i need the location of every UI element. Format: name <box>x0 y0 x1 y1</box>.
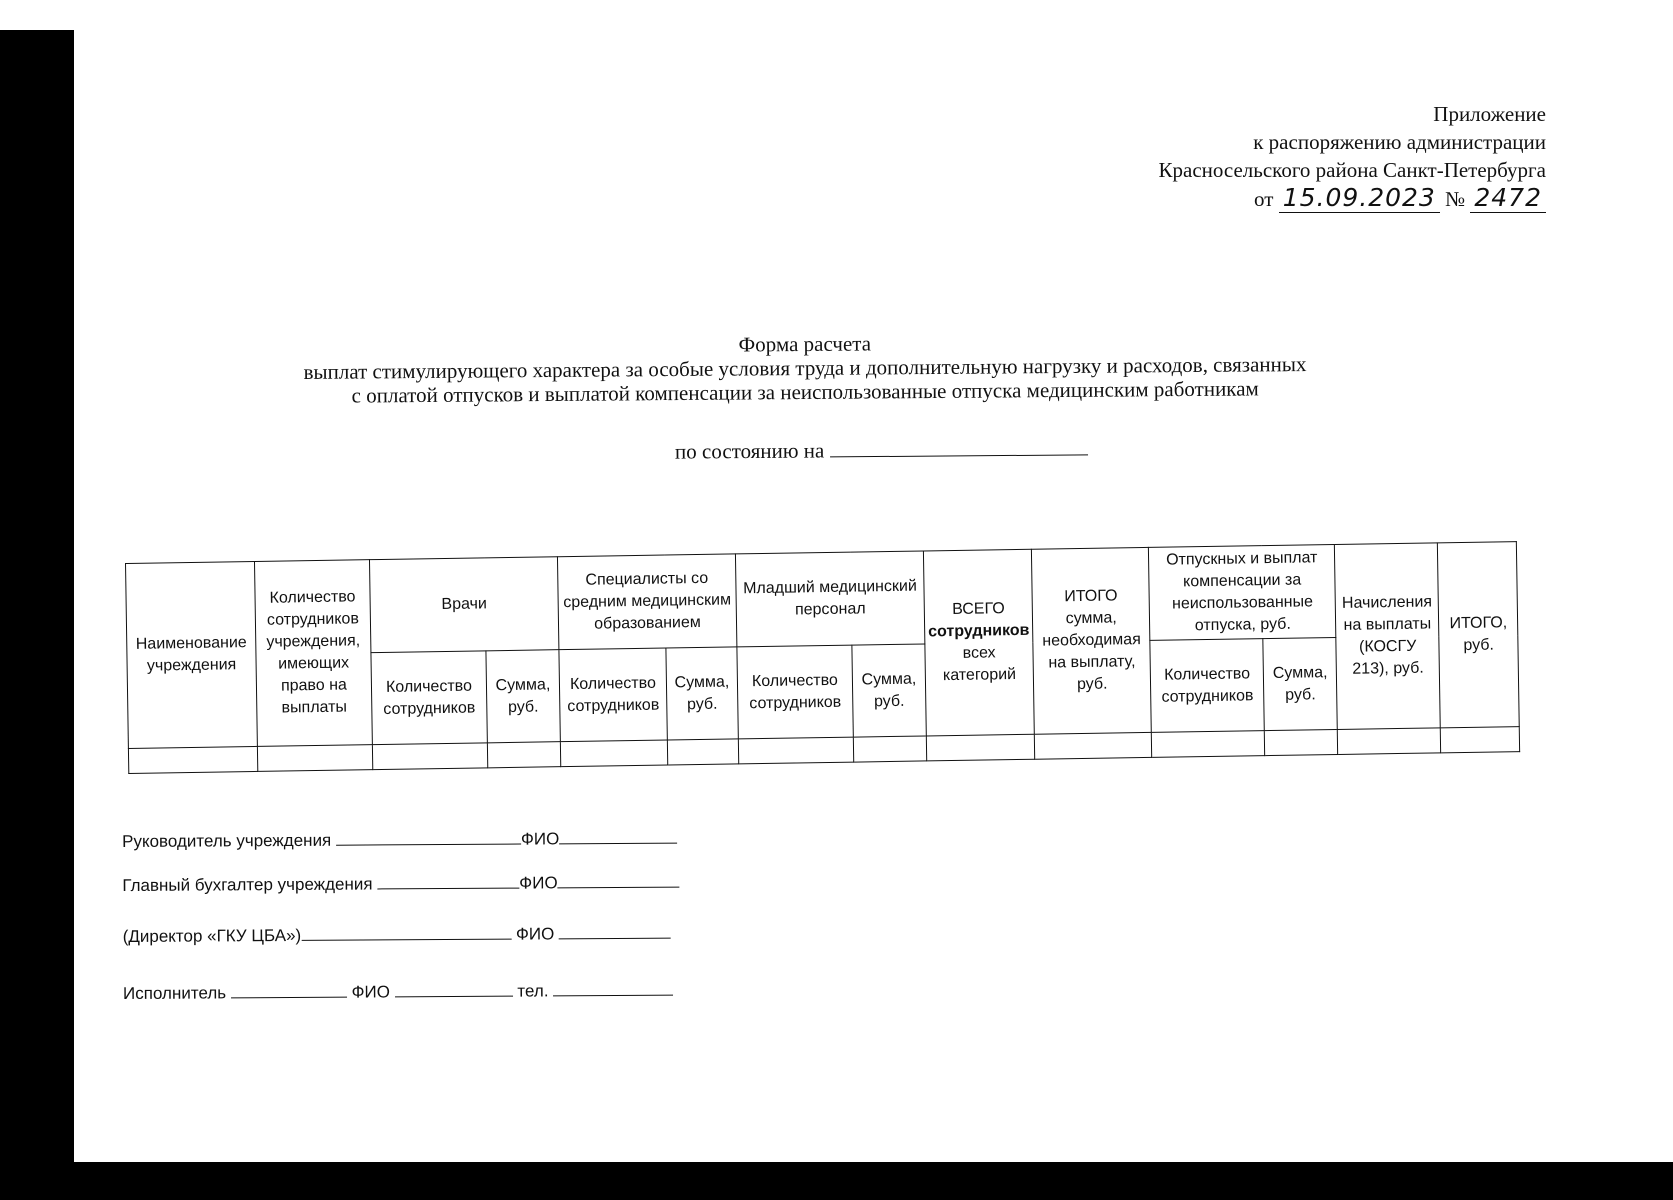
executor-fio-blank[interactable] <box>395 978 513 998</box>
header-itogo-sum <box>1032 547 1152 734</box>
cell-institution[interactable] <box>128 746 257 773</box>
vacation-count-header: Количество сотрудников <box>1150 639 1264 733</box>
executor-signature-blank[interactable] <box>231 979 347 999</box>
cell-doctors-sum[interactable] <box>487 742 560 768</box>
as-of-label: по состоянию на <box>674 438 825 464</box>
signature-head <box>122 825 677 852</box>
total-staff-word-3: всех категорий <box>942 644 1017 685</box>
scan-border-left <box>0 30 74 1200</box>
doctors-count-header: Количество сотрудников <box>371 651 487 745</box>
calc-table <box>125 541 1520 774</box>
cell-itogo[interactable] <box>1440 727 1519 753</box>
director-fio-label: ФИО <box>515 924 555 944</box>
appendix-line-1: Приложение <box>1433 102 1546 126</box>
cell-doctors-count[interactable] <box>372 743 487 770</box>
scan-margin-top <box>0 0 74 30</box>
junior-count-header: Количество сотрудников <box>737 645 853 739</box>
head-fio-blank[interactable] <box>559 825 677 845</box>
total-staff-word-1: ВСЕГО <box>952 600 1005 619</box>
appendix-line-2: к распоряжению администрации <box>1253 130 1546 154</box>
date-handwritten: 15.09.2023 <box>1279 183 1440 213</box>
title-line-3: с оплатой отпусков и выплатой компенсации за неиспользованные отпуска медицинским работникам <box>351 376 1259 408</box>
number-handwritten: 2472 <box>1470 183 1546 213</box>
accountant-label: Главный бухгалтер учреждения <box>122 874 373 895</box>
header-charges: Начисления на выплаты (КОСГУ 213), руб. <box>1335 543 1441 730</box>
executor-label: Исполнитель <box>122 983 227 1003</box>
number-prefix: № <box>1445 187 1466 211</box>
vacation-sum-header: Сумма, руб. <box>1263 637 1337 730</box>
header-staff-count: Количество сотрудников учреждения, имеющих право на выплаты <box>254 560 372 747</box>
accountant-signature-blank[interactable] <box>377 870 519 890</box>
title-line-1: Форма расчета <box>738 331 872 357</box>
as-of-blank[interactable] <box>829 436 1087 457</box>
date-prefix: от <box>1254 187 1274 211</box>
header-mid-specialists: Специалисты со средним медицинским образованием <box>557 554 736 650</box>
itogo-sum-word-2: сумма, необходимая на выплату, руб. <box>1042 609 1141 694</box>
appendix-date-line <box>1254 184 1546 213</box>
head-label: Руководитель учреждения <box>122 830 332 851</box>
cell-staff-count[interactable] <box>257 745 372 772</box>
director-signature-blank[interactable] <box>301 921 511 941</box>
header-itogo: ИТОГО, руб. <box>1438 542 1520 728</box>
junior-sum-header: Сумма, руб. <box>852 644 926 737</box>
executor-tel-blank[interactable] <box>553 977 673 997</box>
cell-vacation-sum[interactable] <box>1265 729 1338 755</box>
header-doctors: Врачи <box>369 557 558 653</box>
signature-accountant <box>122 869 679 896</box>
head-signature-blank[interactable] <box>336 826 521 846</box>
as-of-line <box>675 436 1088 464</box>
cell-junior-count[interactable] <box>738 737 853 764</box>
mid-count-header: Количество сотрудников <box>559 648 667 742</box>
head-fio-label: ФИО <box>520 829 560 849</box>
total-staff-word-2: сотрудников <box>928 621 1030 641</box>
cell-mid-count[interactable] <box>560 740 667 767</box>
header-total-staff <box>923 549 1034 736</box>
doctors-sum-header: Сумма, руб. <box>486 650 560 743</box>
director-label: (Директор «ГКУ ЦБА») <box>122 925 302 946</box>
cell-junior-sum[interactable] <box>853 736 926 762</box>
cell-vacation-count[interactable] <box>1152 731 1265 758</box>
cell-charges[interactable] <box>1337 728 1440 755</box>
header-junior-staff: Младший медицинский персонал <box>735 551 924 647</box>
cell-itogo-sum[interactable] <box>1035 732 1152 759</box>
executor-fio-label: ФИО <box>351 982 390 1002</box>
calc-table-wrap <box>125 541 1520 774</box>
header-institution: Наименование учреждения <box>126 561 258 748</box>
scan-border-bottom <box>74 1162 1673 1200</box>
signature-executor <box>123 977 673 1004</box>
mid-sum-header: Сумма, руб. <box>666 647 738 740</box>
director-fio-blank[interactable] <box>559 920 671 940</box>
signature-director <box>123 920 672 947</box>
itogo-sum-word-1: ИТОГО <box>1064 587 1118 606</box>
executor-tel-label: тел. <box>517 981 549 1001</box>
title-line-2: выплат стимулирующего характера за особые условия труда и дополнительную нагрузку и расходов, связанных <box>303 352 1307 384</box>
header-vacation: Отпускных и выплат компенсации за неиспользованные отпуска, руб. <box>1149 544 1336 640</box>
cell-mid-sum[interactable] <box>667 739 738 765</box>
accountant-fio-label: ФИО <box>519 873 558 893</box>
cell-total-staff[interactable] <box>926 734 1035 761</box>
appendix-block <box>1159 100 1547 213</box>
form-title <box>230 327 1381 408</box>
appendix-line-3: Красносельского района Санкт-Петербурга <box>1158 158 1546 182</box>
accountant-fio-blank[interactable] <box>558 869 680 889</box>
